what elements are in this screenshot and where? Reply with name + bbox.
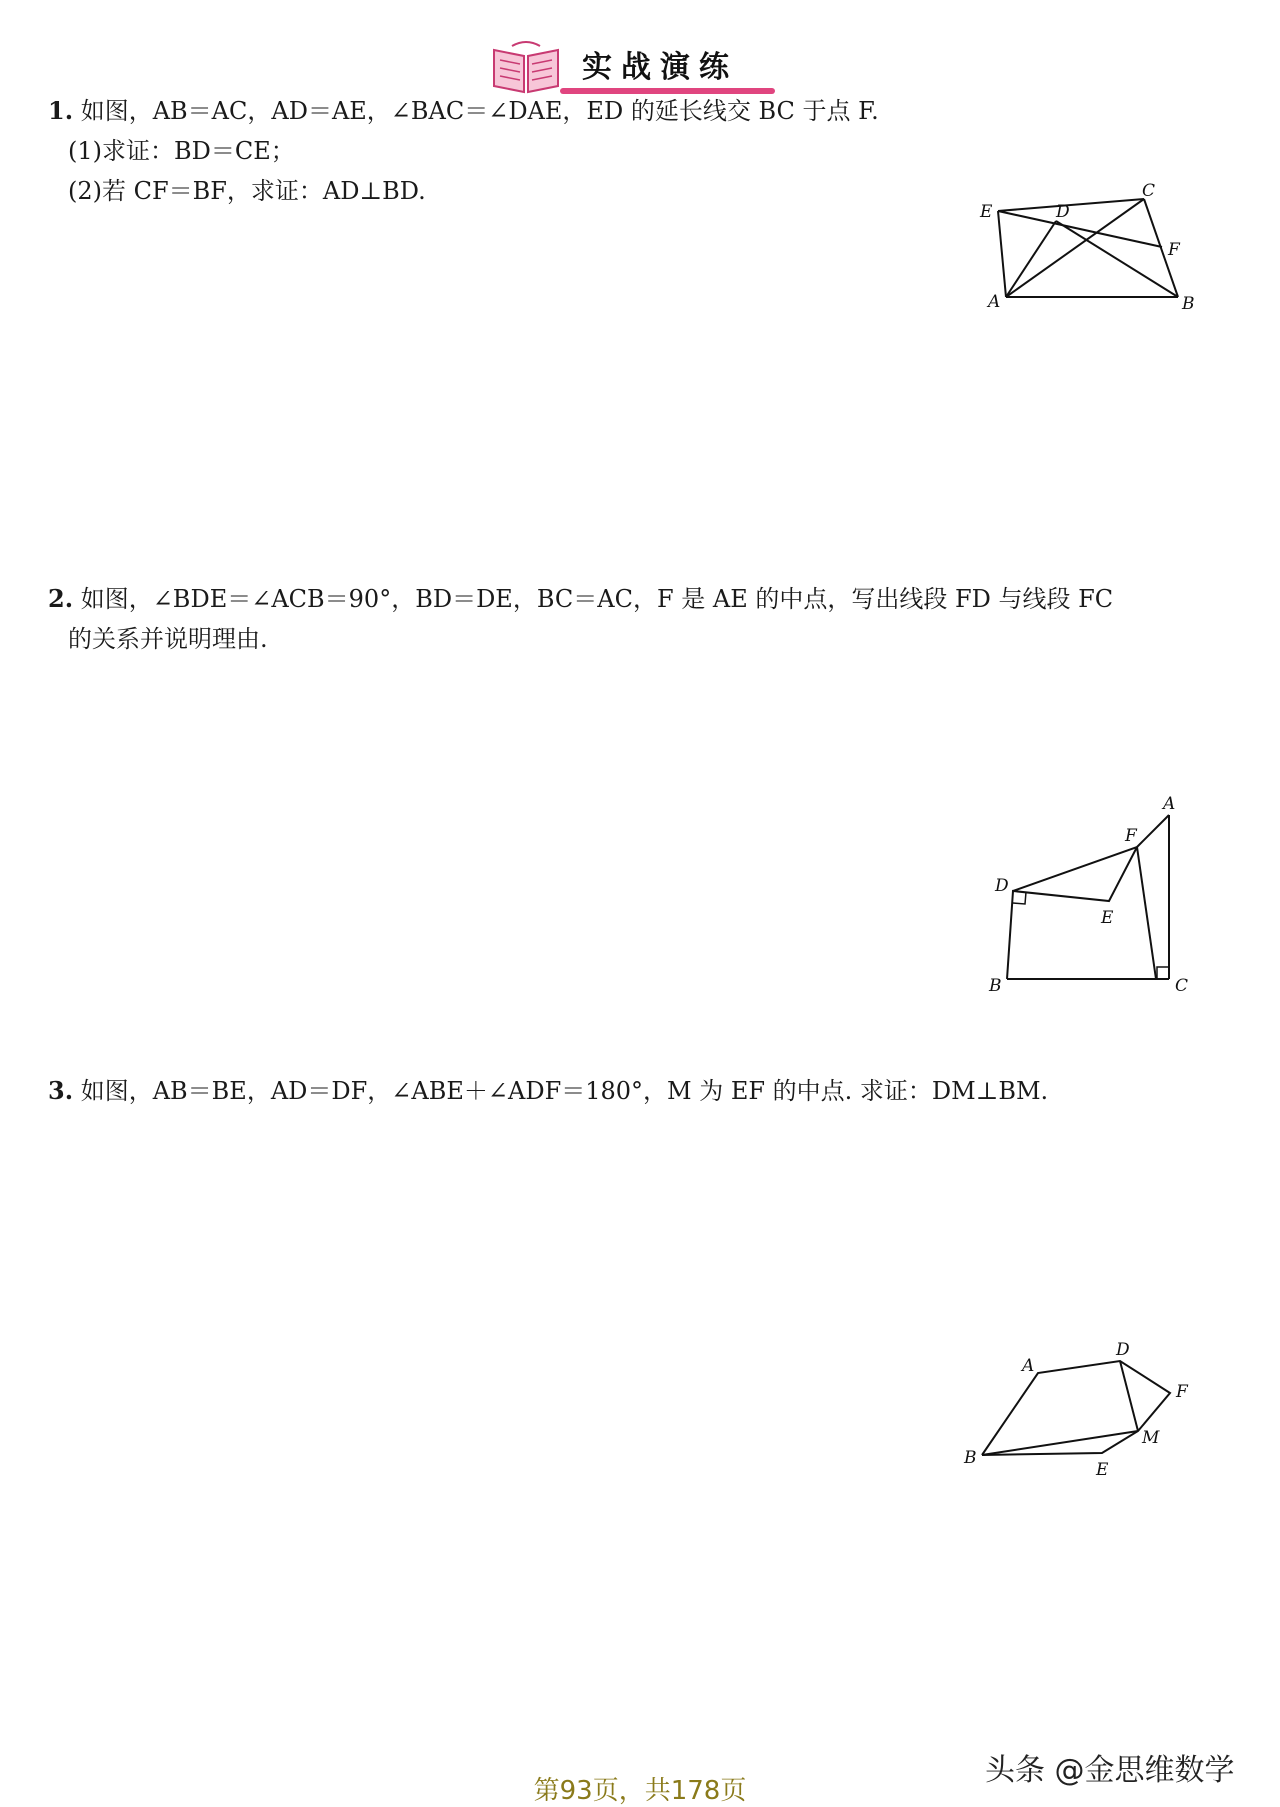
label-d: D [1116, 1340, 1130, 1360]
label-c: C [1142, 181, 1156, 201]
label-f: F [1176, 1382, 1188, 1402]
question-3-number: 3. [48, 1076, 74, 1105]
label-c: C [1175, 976, 1189, 996]
question-1-figure [960, 181, 1200, 345]
title-underline [560, 88, 775, 94]
label-f: F [1168, 240, 1180, 260]
segment-bm [982, 1431, 1138, 1455]
label-b: B [964, 1448, 977, 1468]
segments-bd-de-ef-fd [1007, 847, 1137, 979]
label-a: A [1022, 1356, 1035, 1376]
segment-ef [998, 211, 1162, 247]
label-e: E [980, 202, 993, 222]
question-2-figure [985, 795, 1205, 995]
segment-db [1056, 221, 1178, 297]
question-1-number: 1. [48, 96, 74, 125]
label-b: B [1182, 294, 1195, 314]
segment-af [1137, 815, 1169, 847]
segment-ac [1006, 199, 1144, 297]
segment-fc [1137, 847, 1156, 979]
question-3-figure [960, 1325, 1200, 1485]
label-b: B [989, 976, 1002, 996]
label-m: M [1142, 1428, 1160, 1448]
segment-ec [998, 199, 1144, 211]
label-f: F [1125, 826, 1137, 846]
open-book-icon [490, 38, 562, 96]
section-header [490, 38, 780, 100]
label-d: D [1056, 202, 1070, 222]
question-2-stem: 如图，∠BDE＝∠ACB＝90°，BD＝DE，BC＝AC，F 是 AE 的中点，写出线段 FD 与线段 FC [80, 585, 1114, 613]
question-3-line-1 [48, 1076, 1048, 1106]
label-a: A [988, 292, 1001, 312]
page-indicator: 第93页，共178页 [533, 1776, 747, 1806]
label-e: E [1096, 1460, 1109, 1480]
label-a: A [1163, 794, 1176, 814]
question-2-number: 2. [48, 584, 74, 613]
label-e: E [1101, 908, 1114, 928]
question-2-line-2: 的关系并说明理由. [68, 625, 268, 653]
section-title: 实战演练 [582, 50, 738, 85]
question-1-stem: 如图，AB＝AC，AD＝AE，∠BAC＝∠DAE，ED 的延长线交 BC 于点 F. [80, 97, 879, 125]
question-1-part-2: (2)若 CF＝BF，求证：AD⊥BD. [68, 177, 426, 205]
segment-ae [998, 211, 1006, 297]
question-3-stem: 如图，AB＝BE，AD＝DF，∠ABE＋∠ADF＝180°，M 为 EF 的中点. 求证：DM⊥BM. [80, 1077, 1049, 1105]
question-1-part-1: (1)求证：BD＝CE； [68, 137, 295, 165]
right-angle-d [1013, 892, 1026, 904]
question-2-line-1 [48, 584, 1113, 614]
question-1-line-1 [48, 96, 879, 126]
right-angle-c [1157, 967, 1169, 979]
watermark: 头条 @金思维数学 [985, 1753, 1235, 1788]
segment-ad [1006, 221, 1056, 297]
label-d: D [995, 876, 1009, 896]
